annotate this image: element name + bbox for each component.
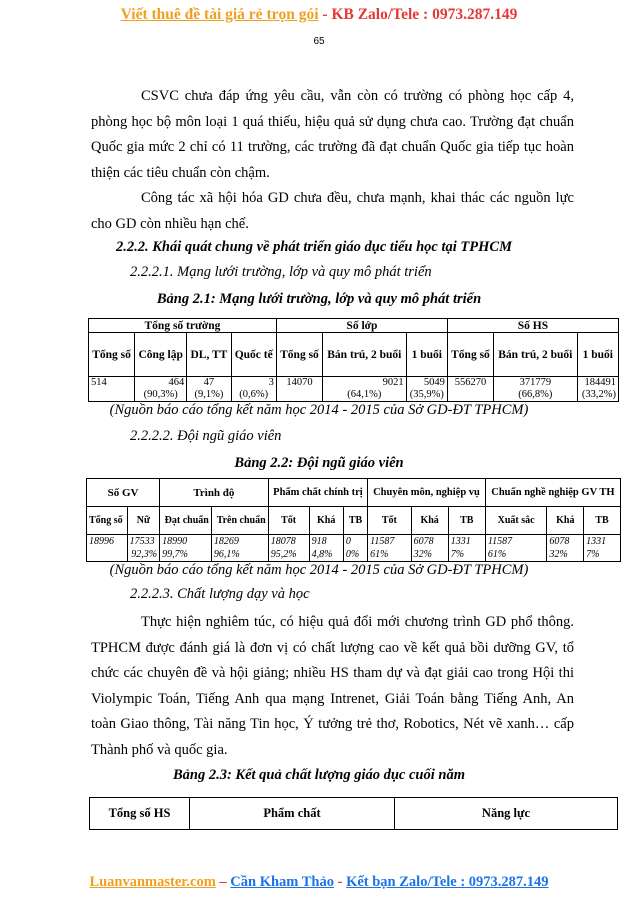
cell-value: 18078 [270,536,296,547]
table1-col: Bán trú, 2 buổi [323,333,407,377]
table2-group: Trình độ [160,479,269,507]
cell-value: 0 [345,536,351,547]
cell-value: 5049 [423,377,445,388]
cell-value: 371779 [519,377,552,388]
table1-cell [276,377,322,402]
table1-cell [577,377,618,402]
cell-value: 556270 [454,377,487,388]
table2-cell [547,535,584,562]
table1-col: DL, TT [187,333,231,377]
table1-group-schools: Tổng số trường [89,319,277,333]
table1-cell [89,377,135,402]
cell-percent: (66,8%) [518,389,553,400]
table1-cell [135,377,187,402]
cell-value: 18990 [162,536,188,547]
table2-cell [448,535,485,562]
footer-banner [0,874,638,891]
cell-percent: 96,1% [213,549,240,560]
cell-value: 1331 [450,536,471,547]
cell-percent: 32% [413,549,432,560]
table2-cell [343,535,367,562]
table1-cell [494,377,578,402]
table2-col: Đạt chuẩn [160,507,212,535]
table2-cell [127,535,159,562]
heading-2-2-2-3: 2.2.2.3. Chất lượng dạy và học [130,586,310,602]
cell-percent: (35,9%) [409,389,444,400]
table-row [87,535,621,562]
table3-col: Phẩm chất [190,798,395,830]
table2-cell [485,535,547,562]
table3-col: Năng lực [395,798,618,830]
cell-percent: (0,6%) [239,389,269,400]
cell-value: 6078 [413,536,434,547]
table1-col: Quốc tế [231,333,276,377]
table2-cell [87,535,128,562]
footer-separator: – [215,874,231,890]
cell-value: 11587 [370,536,395,547]
table2-group: Số GV [87,479,160,507]
cell-value: 184491 [584,377,616,388]
cell-percent: 32% [549,549,568,560]
table1-col: Tổng số [276,333,322,377]
table2-col: TB [584,507,621,535]
table2-col: Xuất sắc [485,507,547,535]
footer-separator: - [333,874,347,890]
table1-group-classes: Số lớp [276,319,447,333]
table1-col: Bán trú, 2 buổi [494,333,578,377]
cell-value: 514 [91,377,107,388]
header-banner [0,6,638,24]
table2-group: Phẩm chất chính trị [268,479,367,507]
cell-percent: 0% [345,549,360,560]
cell-value: 6078 [549,536,570,547]
cell-value: 918 [311,536,327,547]
page-number: 65 [313,36,325,47]
cell-percent: 7% [450,549,465,560]
table2-group: Chuyên môn, nghiệp vụ [368,479,486,507]
cell-percent: (64,1%) [347,389,382,400]
table2-col: TB [343,507,367,535]
table2-col: Khá [309,507,343,535]
heading-2-2-2-2: 2.2.2.2. Đội ngũ giáo viên [130,428,282,444]
table1-caption: Bảng 2.1: Mạng lưới trường, lớp và quy mô phát triển [156,291,482,307]
table-quality-results [89,797,618,830]
paragraph-xhh: Công tác xã hội hóa GD chưa đều, chưa mạnh, khai thác các nguồn lực cho GD còn nhiều hạn chế. [91,190,574,232]
paragraph-quality: Thực hiện nghiêm túc, có hiệu quả đổi mới chương trình GD phổ thông. TPHCM được đánh giá là đơn vị có chất lượng cao về kết quả bồi dưỡng GV, tổ chức các chuyên đề và hội giảng; nhiều HS tham dự và đạt giải cao trong Hội thi Violympic Toán, Tiếng Anh qua mạng Intrenet, Giải Toán bằng Tiếng Anh, An toàn Giao thông, Tài năng Tin học, Ý tưởng trẻ thơ, Robotics, Nét vẽ xanh… cấp Thành phố và quốc gia. [91,614,574,758]
cell-percent: 61% [487,549,507,560]
table2-col: Khá [411,507,448,535]
footer-contact-link[interactable]: Kết bạn Zalo/Tele : 0973.287.149 [346,874,549,890]
table2-cell [584,535,621,562]
table2-cell [309,535,343,562]
cell-percent: 92,3% [131,549,158,560]
table-school-network [88,318,619,402]
cell-value: 17533 [129,536,155,547]
table2-group: Chuẩn nghề nghiệp GV TH [485,479,620,507]
table1-cell [187,377,231,402]
table1-col: Tổng số [89,333,135,377]
table2-cell [211,535,268,562]
table2-col: Tốt [268,507,309,535]
table2-caption: Bảng 2.2: Đội ngũ giáo viên [234,455,404,471]
cell-value: 3 [268,377,274,388]
table3-col: Tổng số HS [90,798,190,830]
cell-percent: (9,1%) [194,389,224,400]
table1-col: Tổng số [447,333,493,377]
cell-percent: 99,7% [162,549,188,560]
table-row [89,377,619,402]
cell-value: 11587 [487,536,513,547]
table2-col: TB [448,507,485,535]
table1-col: 1 buổi [406,333,447,377]
table2-col: Tổng số [87,507,128,535]
table1-group-students: Số HS [447,319,618,333]
cell-value: 9021 [382,377,404,388]
header-separator: - [318,6,332,23]
footer-author-link[interactable]: Cần Kham Thảo [230,874,334,890]
cell-percent: 95,2% [270,549,297,560]
cell-percent: 7% [586,549,600,560]
table2-col: Nữ [127,507,159,535]
cell-value: 464 [168,377,185,388]
cell-value: 47 [203,377,215,388]
table1-col: 1 buổi [577,333,618,377]
cell-value: 14070 [286,377,313,388]
header-link-text[interactable]: Viết thuê đề tài giá rẻ trọn gói [120,6,319,23]
table3-caption: Bảng 2.3: Kết quả chất lượng giáo dục cuối năm [172,767,465,783]
table2-cell [268,535,309,562]
table2-cell [160,535,212,562]
table2-col: Trên chuẩn [211,507,268,535]
table2-cell [411,535,448,562]
table1-cell [323,377,407,402]
heading-2-2-2-1: 2.2.2.1. Mạng lưới trường, lớp và quy mô phát triển [130,264,432,280]
header-contact: KB Zalo/Tele : 0973.287.149 [331,6,518,23]
footer-site-link[interactable]: Luanvanmaster.com [89,874,216,890]
table1-col: Công lập [135,333,187,377]
cell-value: 18996 [89,536,114,547]
paragraph-csvc: CSVC chưa đáp ứng yêu cầu, vẫn còn có trường có phòng học cấp 4, phòng học bộ môn loại 1 quá thiếu, hiệu quả sử dụng chưa cao. Trường đạt chuẩn Quốc gia mức 2 chỉ có 11 trường, các trường đã đạt chuẩn Quốc gia tiếp tục hoàn thiện các tiêu chuẩn còn chậm. [91,88,574,181]
table2-col: Khá [547,507,584,535]
table1-source: (Nguồn báo cáo tổng kết năm học 2014 - 2015 của Sở GD-ĐT TPHCM) [109,402,529,418]
table-teachers [86,478,621,562]
table1-cell [231,377,276,402]
cell-percent: (90,3%) [143,389,178,400]
table2-source: (Nguồn báo cáo tổng kết năm học 2014 - 2015 của Sở GD-ĐT TPHCM) [109,562,529,578]
table1-cell [406,377,447,402]
cell-value: 18269 [213,536,239,547]
cell-percent: 61% [370,549,389,560]
cell-percent: (33,2%) [581,389,616,400]
heading-2-2-2: 2.2.2. Khái quát chung về phát triển giáo dục tiểu học tại TPHCM [116,239,512,255]
cell-percent: 4,8% [311,549,333,560]
table2-col: Tốt [368,507,411,535]
table2-cell [368,535,411,562]
cell-value: 1331 [586,536,607,547]
table1-cell [447,377,493,402]
